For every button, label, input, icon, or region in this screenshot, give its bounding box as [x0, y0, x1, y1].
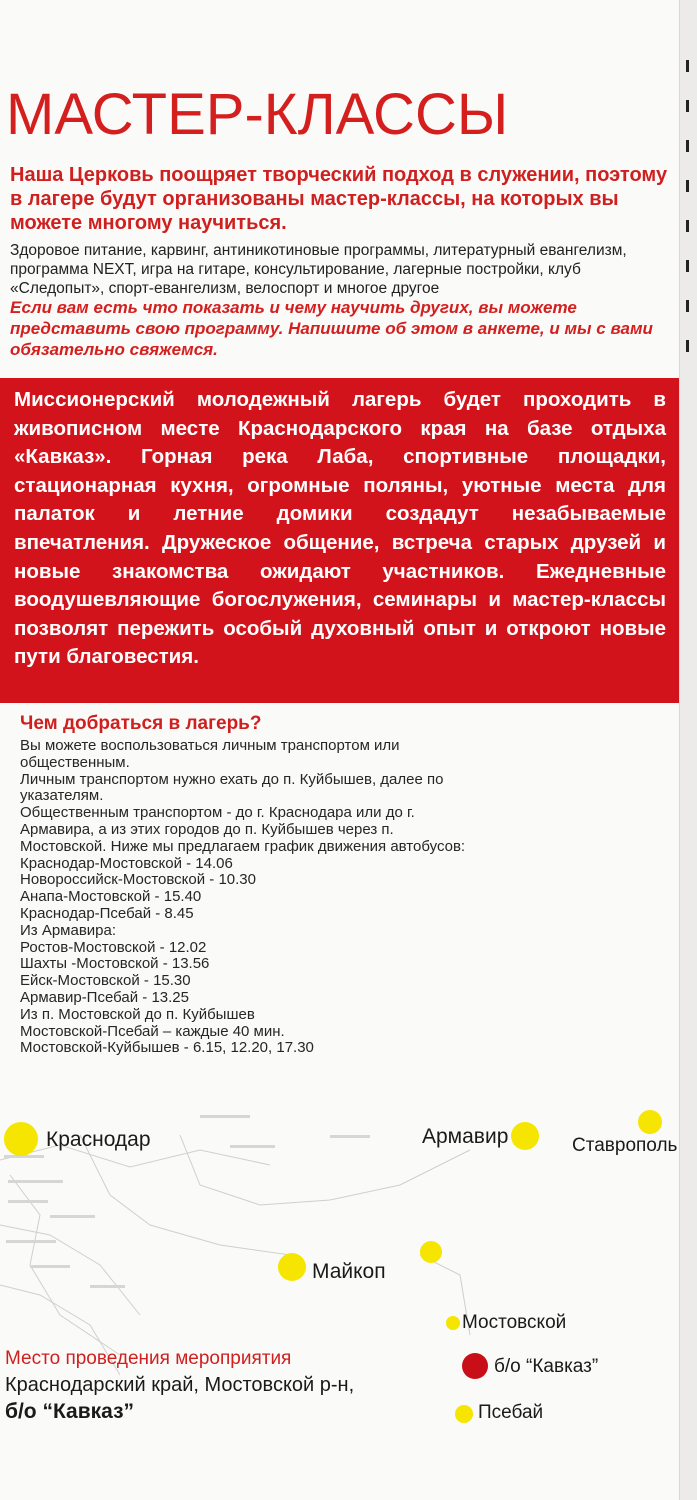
venue-heading: Место проведения мероприятия [5, 1348, 292, 1369]
bus-schedule-line: Армавир-Псебай - 13.25 [20, 988, 189, 1006]
bus-schedule-line: Мостовской-Куйбышев - 6.15, 12.20, 17.30 [20, 1039, 314, 1057]
page-title: МАСТЕР-КЛАССЫ [6, 82, 509, 147]
binding-mark [686, 300, 689, 312]
stavropol-label: Ставрополь [572, 1135, 678, 1156]
krasnodar-marker [4, 1122, 38, 1156]
kavkaz-label: б/о “Кавказ” [494, 1356, 599, 1377]
stavropol-marker [638, 1110, 662, 1134]
kavkaz-venue-marker [462, 1353, 488, 1379]
mostovskoy-marker [446, 1316, 460, 1330]
bus-schedule-line: Краснодар-Мостовской - 14.06 [20, 854, 233, 872]
unnamed-town-marker [420, 1241, 442, 1263]
directions-line: Мостовской. Ниже мы предлагаем график движения автобусов: [20, 837, 466, 855]
bus-schedule-line: Из Армавира: [20, 921, 117, 939]
bus-schedule-line: Шахты -Мостовской - 13.56 [20, 955, 210, 973]
binding-edge [679, 0, 697, 1500]
directions-line: указателям. [20, 787, 104, 805]
binding-mark [686, 100, 689, 112]
venue-address: Краснодарский край, Мостовской р-н, [5, 1374, 355, 1396]
binding-mark [686, 180, 689, 192]
bus-schedule-line: Из п. Мостовской до п. Куйбышев [20, 1005, 255, 1023]
bus-schedule-line: Анапа-Мостовской - 15.40 [20, 888, 202, 906]
camp-description-text: Миссионерский молодежный лагерь будет проходить в живописном месте Краснодарского края на базе отдыха «Кавказ». Горная река Лаба, спортивные площадки, стационарная кухня, огромные поляны, уютные места для палаток и летние домики создадут незабываемые впечатления. Дружеское общение, встреча старых друзей и новые знакомства ожидают участников. Ежедневные воодушевляющие богослужения, семинары и мастер-классы позволят пережить особый духовный опыт и откроют новые пути благовестия. [14, 388, 666, 669]
krasnodar-label: Краснодар [46, 1128, 151, 1151]
directions-heading: Чем добраться в лагерь? [20, 713, 262, 734]
armavir-marker [511, 1122, 539, 1150]
binding-mark [686, 220, 689, 232]
directions-line: Армавира, а из этих городов до п. Куйбышев через п. [20, 820, 394, 838]
activities-list: Здоровое питание, карвинг, антиникотиновые программы, литературный евангелизм, программа NEXT, игра на гитаре, консультирование, лагерные постройки, клуб «Следопыт», спорт-евангелизм, велоспорт и многое другое [10, 242, 627, 297]
mostovskoy-label: Мостовской [462, 1312, 567, 1333]
bus-schedule-line: Новороссийск-Мостовской - 10.30 [20, 871, 256, 889]
binding-mark [686, 260, 689, 272]
maykop-label: Майкоп [312, 1260, 386, 1283]
directions-line: Вы можете воспользоваться личным транспортом или [20, 737, 400, 754]
directions-line: общественным. [20, 753, 130, 771]
lead-paragraph: Наша Церковь поощряет творческий подход в служении, поэтому в лагере будут организованы мастер-классы, на которых вы можете многому научиться. [10, 164, 668, 234]
directions-line: Общественным транспортом - до г. Краснодара или до г. [20, 804, 415, 822]
directions-line: Личным транспортом нужно ехать до п. Куйбышев, далее по [20, 770, 444, 788]
maykop-marker [278, 1253, 306, 1281]
bus-schedule-line: Краснодар-Псебай - 8.45 [20, 904, 194, 922]
invite-paragraph: Если вам есть что показать и чему научить других, вы можете представить свою программу. Напишите об этом в анкете, и мы с вами обязательно свяжемся. [10, 298, 653, 359]
armavir-label: Армавир [422, 1125, 509, 1148]
bus-schedule-line: Ростов-Мостовской - 12.02 [20, 938, 207, 956]
binding-mark [686, 60, 689, 72]
bus-schedule-line: Ейск-Мостовской - 15.30 [20, 972, 191, 990]
binding-mark [686, 140, 689, 152]
psebay-label: Псебай [478, 1402, 544, 1423]
bus-schedule-line: Мостовской-Псебай – каждые 40 мин. [20, 1022, 285, 1040]
venue-name: б/о “Кавказ” [5, 1400, 135, 1423]
binding-mark [686, 340, 689, 352]
psebay-marker [455, 1405, 473, 1423]
directions-text [20, 738, 660, 1057]
